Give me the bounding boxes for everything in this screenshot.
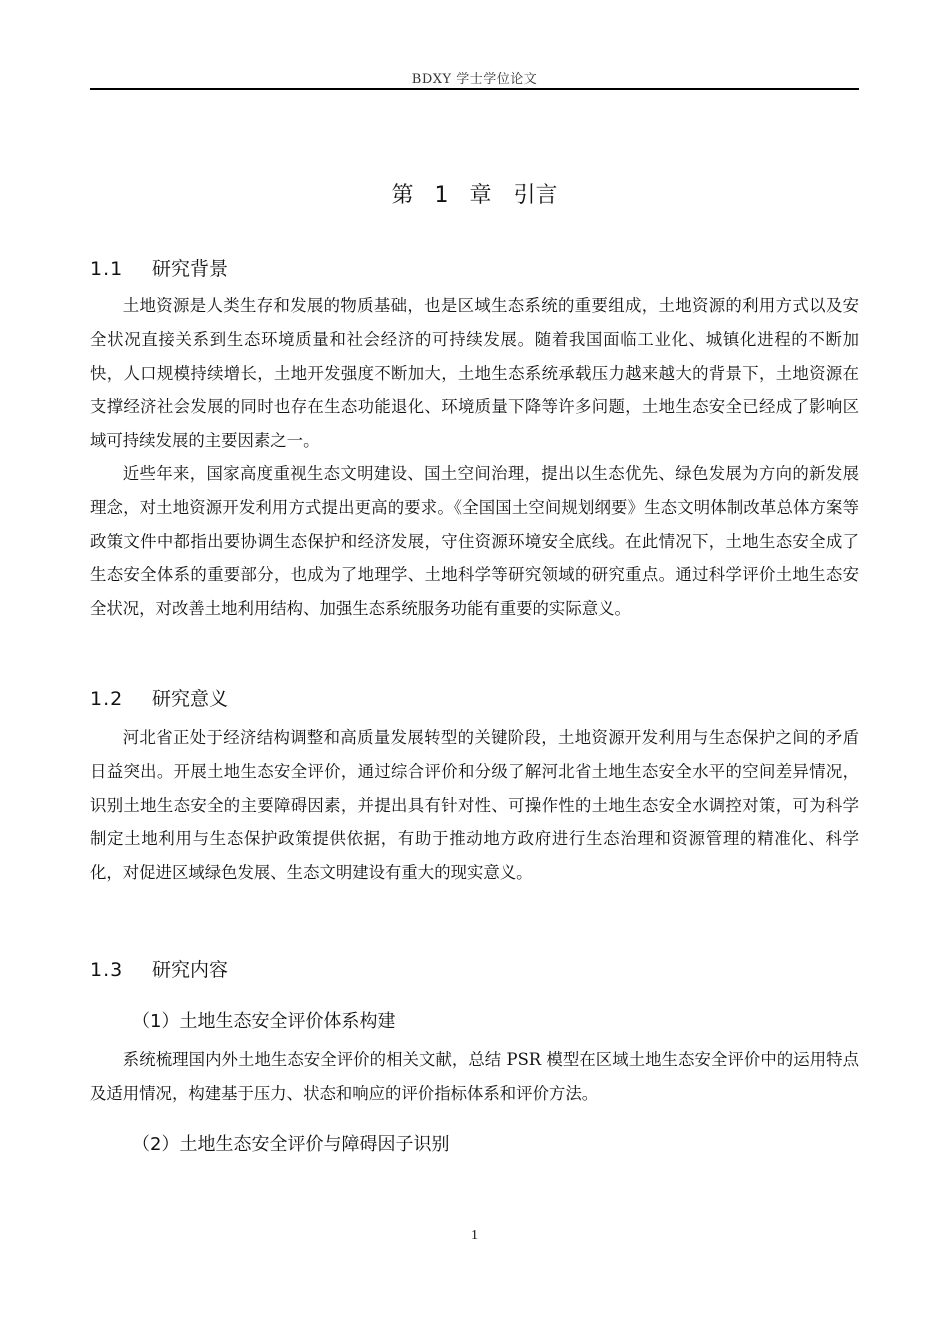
section-number: 1.2 [90, 688, 124, 710]
paragraph-background-1: 土地资源是人类生存和发展的物质基础，也是区域生态系统的重要组成，土地资源的利用方式以及安全状况直接关系到生态环境质量和社会经济的可持续发展。随着我国面临工业化、城镇化进程的不断加快，人口规模持续增长，土地开发强度不断加大，土地生态系统承载压力越来越大的背景下，土地资源在支撑经济社会发展的同时也存在生态功能退化、环境质量下降等许多问题，土地生态安全已经成了影响区域可持续发展的主要因素之一。 [90, 296, 859, 451]
section-heading-1-1 [90, 254, 228, 281]
section-number: 1.1 [90, 258, 124, 280]
section-heading-1-3 [90, 955, 228, 982]
page-number: 1 [471, 1228, 478, 1243]
subsection-heading-2: （2）土地生态安全评价与障碍因子识别 [132, 1134, 450, 1155]
paragraph-background-2: 近些年来，国家高度重视生态文明建设、国土空间治理，提出以生态优先、绿色发展为方向的新发展理念，对土地资源开发利用方式提出更高的要求。《全国国土空间规划纲要》生态文明体制改革总体方案等政策文件中都指出要协调生态保护和经济发展，守住资源环境安全底线。在此情况下，土地生态安全成了生态安全体系的重要部分，也成为了地理学、土地科学等研究领域的研究重点。通过科学评价土地生态安全状况，对改善土地利用结构、加强生态系统服务功能有重要的实际意义。 [90, 464, 859, 619]
running-header: BDXY 学士学位论文 [411, 72, 538, 87]
header-rule [90, 88, 859, 90]
chapter-title: 第 1 章 引言 [391, 183, 558, 208]
section-number: 1.3 [90, 959, 124, 981]
section-title: 研究内容 [152, 959, 229, 981]
subsection-heading-1: （1）土地生态安全评价体系构建 [132, 1011, 396, 1032]
paragraph-content-1: 系统梳理国内外土地生态安全评价的相关文献，总结 PSR 模型在区域土地生态安全评价中的运用特点及适用情况，构建基于压力、状态和响应的评价指标体系和评价方法。 [90, 1050, 859, 1103]
paragraph-significance: 河北省正处于经济结构调整和高质量发展转型的关键阶段，土地资源开发利用与生态保护之间的矛盾日益突出。开展土地生态安全评价，通过综合评价和分级了解河北省土地生态安全水平的空间差异情况，识别土地生态安全的主要障碍因素，并提出具有针对性、可操作性的土地生态安全水调控对策，可为科学制定土地利用与生态保护政策提供依据，有助于推动地方政府进行生态治理和资源管理的精准化、科学化，对促进区域绿色发展、生态文明建设有重大的现实意义。 [90, 728, 859, 883]
section-heading-1-2 [90, 684, 228, 711]
section-title: 研究背景 [152, 258, 229, 280]
section-title: 研究意义 [152, 688, 229, 710]
